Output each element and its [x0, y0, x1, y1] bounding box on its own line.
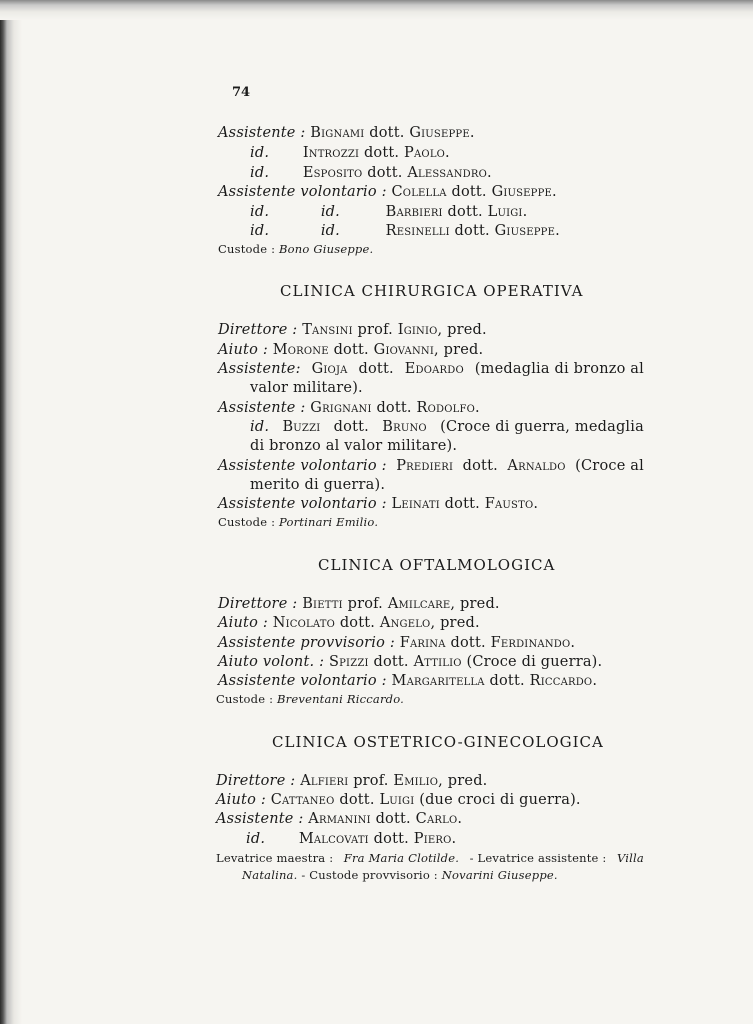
- section-heading: CLINICA CHIRURGICA OPERATIVA: [280, 282, 584, 300]
- staff-line: Aiuto : Morone dott. Giovanni, pred.: [218, 342, 484, 358]
- staff-line: id. Introzzi dott. Paolo.: [250, 145, 450, 161]
- staff-line: Assistente: Gioja dott. Edoardo (medaglia di bronzo al: [218, 361, 644, 377]
- staff-line: Assistente volontario : Margaritella dott. Riccardo.: [218, 673, 598, 689]
- section-heading: CLINICA OSTETRICO-GINECOLOGICA: [272, 733, 604, 751]
- staff-line: Direttore : Alfieri prof. Emilio, pred.: [216, 773, 488, 789]
- staff-line: Direttore : Bietti prof. Amilcare, pred.: [218, 596, 500, 612]
- staff-line: id. Esposito dott. Alessandro.: [250, 165, 492, 181]
- staff-line: Assistente volontario : Predieri dott. Arnaldo (Croce al: [218, 458, 644, 474]
- page-top-edge: [0, 0, 753, 20]
- staff-line: id. id. Barbieri dott. Luigi.: [250, 204, 528, 220]
- staff-line-cont: valor militare).: [250, 380, 363, 396]
- page-number: 74: [232, 85, 251, 100]
- custode-line: Custode : Bono Giuseppe.: [218, 242, 374, 256]
- staff-line-cont: merito di guerra).: [250, 477, 386, 493]
- custode-line: Custode : Breventani Riccardo.: [216, 692, 405, 706]
- staff-line: Assistente volontario : Leinati dott. Fausto.: [218, 496, 539, 512]
- staff-line: Aiuto : Cattaneo dott. Luigi (due croci di guerra).: [216, 792, 581, 808]
- staff-line: Assistente : Grignani dott. Rodolfo.: [218, 400, 480, 416]
- staff-line: id. id. Resinelli dott. Giuseppe.: [250, 223, 560, 239]
- footer-staff-line-cont: Natalina. - Custode provvisorio : Novarini Giuseppe.: [242, 868, 558, 882]
- staff-line: Assistente provvisorio : Farina dott. Ferdinando.: [218, 635, 576, 651]
- staff-line: id. Malcovati dott. Piero.: [246, 831, 457, 847]
- staff-line: id. Buzzi dott. Bruno (Croce di guerra, medaglia: [250, 419, 644, 435]
- staff-line: Aiuto volont. : Spizzi dott. Attilio (Croce di guerra).: [218, 654, 603, 670]
- book-binding-edge: [0, 0, 22, 1024]
- staff-line: Assistente : Bignami dott. Giuseppe.: [218, 125, 475, 141]
- staff-line: Direttore : Tansini prof. Iginio, pred.: [218, 322, 487, 338]
- staff-line: Assistente : Armanini dott. Carlo.: [216, 811, 463, 827]
- staff-line: Assistente volontario : Colella dott. Giuseppe.: [218, 184, 557, 200]
- staff-line: Aiuto : Nicolato dott. Angelo, pred.: [218, 615, 480, 631]
- footer-staff-line: Levatrice maestra : Fra Maria Clotilde. - Levatrice assistente : Villa: [216, 851, 644, 865]
- staff-line-cont: di bronzo al valor militare).: [250, 438, 458, 454]
- section-heading: CLINICA OFTALMOLOGICA: [318, 556, 556, 574]
- custode-line: Custode : Portinari Emilio.: [218, 515, 379, 529]
